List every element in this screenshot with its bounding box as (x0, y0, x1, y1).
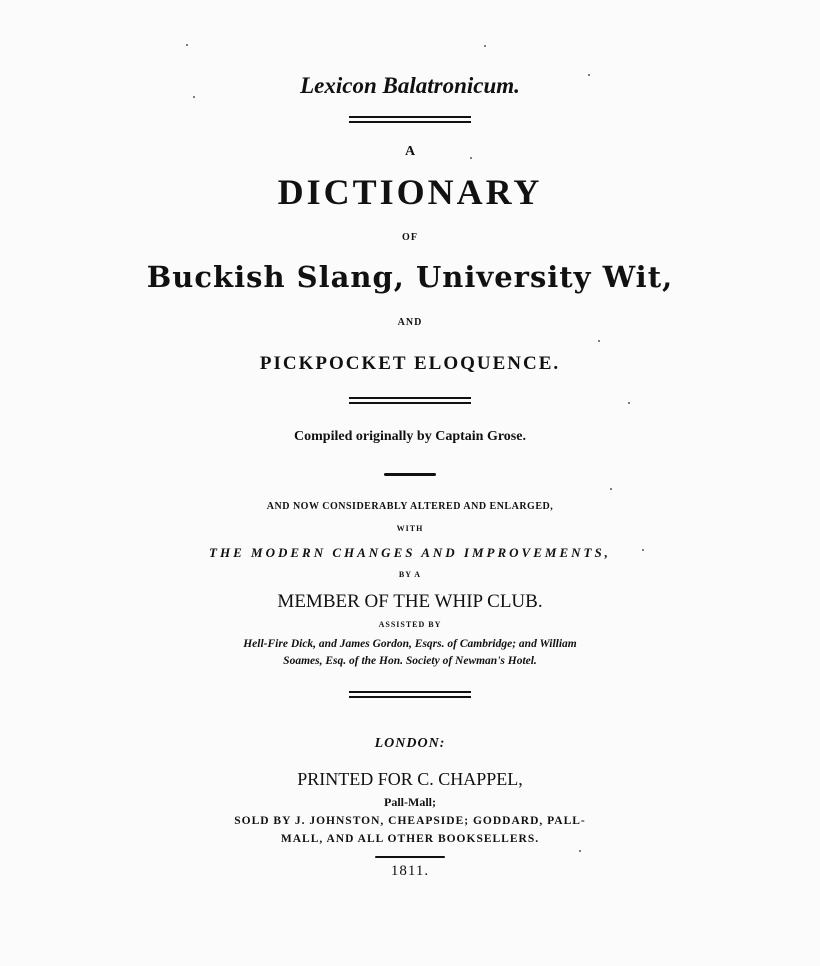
by-a-label: BY A (398, 570, 422, 579)
sold-by-line-1: SOLD BY J. JOHNSTON, CHEAPSIDE; GODDARD, PALL- (234, 815, 586, 827)
compiled-by: Compiled originally by Captain Grose. (294, 429, 526, 444)
speck (193, 96, 195, 98)
short-rule (375, 856, 445, 858)
double-rule-top (349, 116, 471, 123)
speck (579, 850, 581, 852)
pickpocket-eloquence: PICKPOCKET ELOQUENCE. (259, 353, 561, 374)
speck (470, 157, 472, 159)
speck (628, 402, 630, 404)
double-rule-middle (349, 397, 471, 404)
pall-mall: Pall-Mall; (384, 795, 436, 809)
place-london: LONDON: (374, 736, 446, 751)
assistants-line-2: Soames, Esq. of the Hon. Society of Newman's Hotel. (283, 655, 537, 667)
of-label: OF (402, 232, 418, 243)
and-label: AND (397, 317, 423, 328)
double-rule-bottom (349, 691, 471, 698)
publication-year: 1811. (390, 863, 430, 879)
speck (610, 488, 612, 490)
blackletter-subtitle: Buckish Slang, University Wit, (146, 260, 674, 294)
main-title: DICTIONARY (277, 172, 543, 212)
dash-ornament (384, 473, 436, 476)
assisted-by-label: ASSISTED BY (378, 620, 442, 629)
lexicon-title: Lexicon Balatronicum. (300, 73, 520, 98)
speck (484, 45, 486, 47)
speck (588, 74, 590, 76)
modern-changes: THE MODERN CHANGES AND IMPROVEMENTS, (209, 545, 611, 560)
member-whip-club: MEMBER OF THE WHIP CLUB. (277, 591, 543, 612)
speck (186, 44, 188, 46)
altered-enlarged: AND NOW CONSIDERABLY ALTERED AND ENLARGED, (266, 501, 554, 512)
printed-for: PRINTED FOR C. CHAPPEL, (297, 769, 523, 789)
sold-by-line-2: MALL, AND ALL OTHER BOOKSELLERS. (280, 833, 540, 845)
with-label: WITH (396, 524, 424, 533)
assistants-line-1: Hell-Fire Dick, and James Gordon, Esqrs. of Cambridge; and William (243, 638, 577, 650)
speck (598, 340, 600, 342)
article-a: A (404, 144, 416, 159)
speck (642, 549, 644, 551)
